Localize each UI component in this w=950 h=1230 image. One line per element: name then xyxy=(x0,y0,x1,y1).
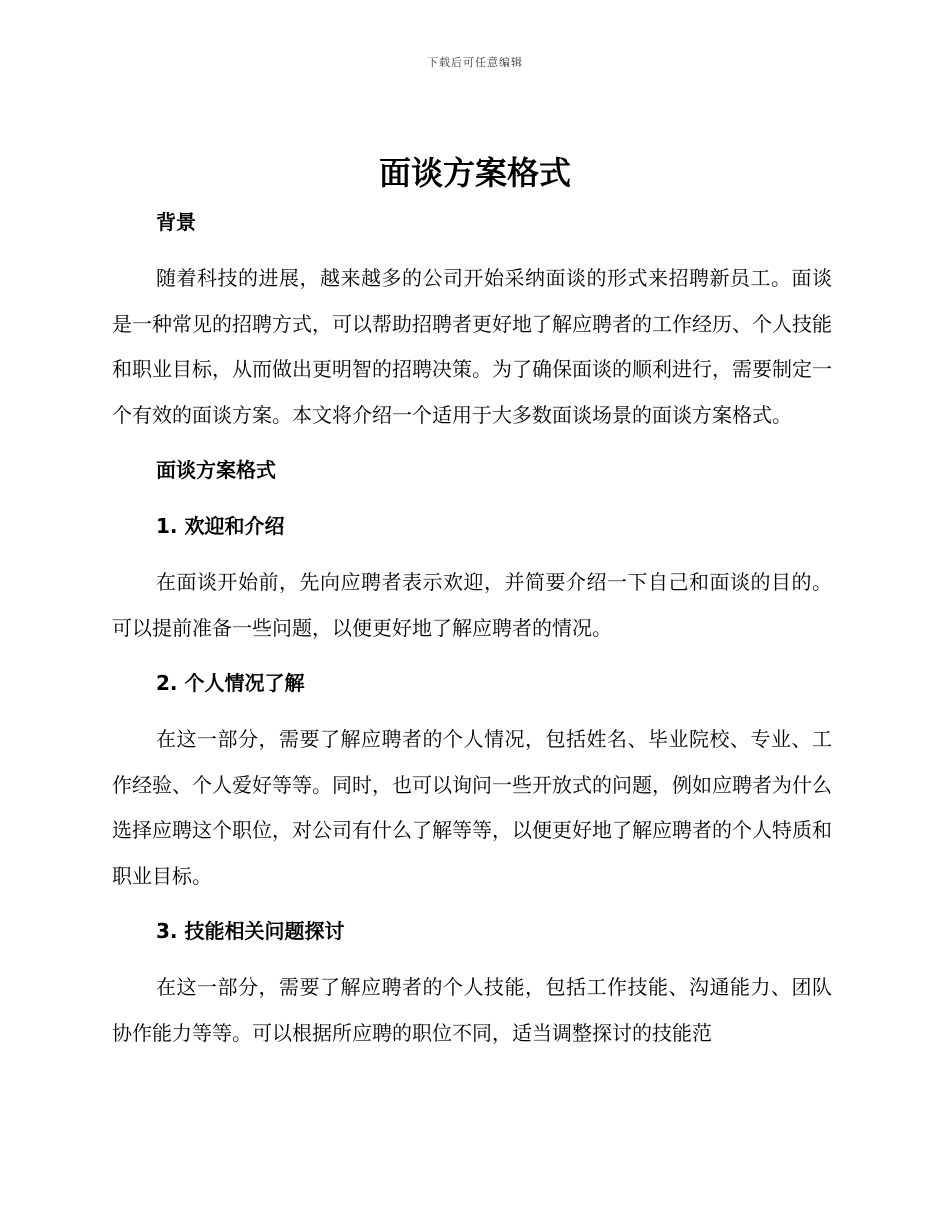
paragraph-skills: 在这一部分，需要了解应聘者的个人技能，包括工作技能、沟通能力、团队协作能力等等。可以根据所应聘的职位不同，适当调整探讨的技能范 xyxy=(112,975,832,1045)
section-heading-personal: 2. 个人情况了解 xyxy=(156,671,305,695)
section-heading-welcome: 1. 欢迎和介绍 xyxy=(156,514,285,538)
section-heading-skills: 3. 技能相关问题探讨 xyxy=(156,919,345,943)
paragraph-background: 随着科技的进展，越来越多的公司开始采纳面谈的形式来招聘新员工。面谈是一种常见的招聘方式，可以帮助招聘者更好地了解应聘者的工作经历、个人技能和职业目标，从而做出更明智的招聘决策。为了确保面谈的顺利进行，需要制定一个有效的面谈方案。本文将介绍一个适用于大多数面谈场景的面谈方案格式。 xyxy=(112,266,832,427)
header-note: 下载后可任意编辑 xyxy=(427,56,523,69)
section-heading-format: 面谈方案格式 xyxy=(156,458,276,482)
document-body xyxy=(112,200,832,1056)
page-title: 面谈方案格式 xyxy=(378,154,571,192)
paragraph-welcome: 在面谈开始前，先向应聘者表示欢迎，并简要介绍一下自己和面谈的目的。可以提前准备一些问题，以便更好地了解应聘者的情况。 xyxy=(112,570,832,640)
paragraph-personal: 在这一部分，需要了解应聘者的个人情况，包括姓名、毕业院校、专业、工作经验、个人爱好等等。同时，也可以询问一些开放式的问题，例如应聘者为什么选择应聘这个职位，对公司有什么了解等等，以便更好地了解应聘者的个人特质和职业目标。 xyxy=(112,727,832,888)
section-heading-background: 背景 xyxy=(156,210,196,234)
